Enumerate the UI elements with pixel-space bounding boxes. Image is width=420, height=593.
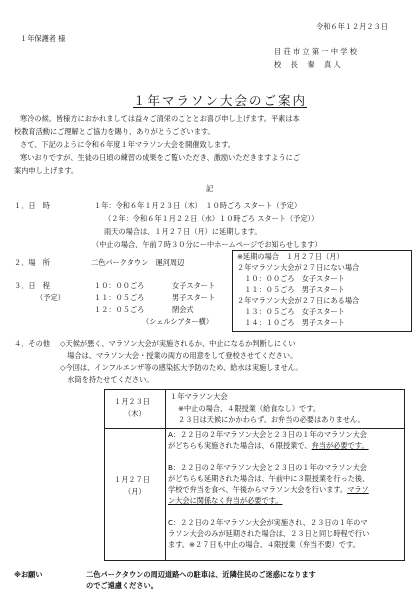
row1-day: （木）	[124, 409, 146, 418]
postpone-line-3: １０：００ごろ 女子スタート	[237, 274, 345, 283]
row1-line-1: ※中止の場合、４限授業（給食なし）です。	[178, 404, 321, 413]
row2-b-emphasis-2: ン大会に関係なく弁当が必要です。	[168, 496, 283, 505]
row1-date: １月２３日	[114, 397, 150, 406]
principal-name: 校 長 秦 真 人	[274, 60, 341, 69]
row2-c-line-2: ラソン大会のみが延期された場合は、２３日と同じ時程で行い	[168, 529, 370, 538]
item1-line-4: （中止の場合、午前７時３０分にー中ホームページでお知らせします）	[92, 240, 322, 249]
table-row2-content-cell	[164, 427, 405, 561]
ki-heading: 記	[206, 184, 214, 193]
table-row1-date-cell	[104, 389, 166, 429]
intro-line-5: 案内申し上げます。	[14, 166, 79, 175]
row2-b-line-2: がどちらも延期された場合は、午前中に３限授業を行った後、	[168, 474, 370, 483]
row2-a-line-1: A：２２日の２年マラソン大会と２３日の１年のマラソン大会	[168, 430, 367, 439]
item1-line-2: （２年：令和６年１月２２日（水）１０時ごろ スタート（予定））	[104, 214, 319, 223]
schedule-time-3: １２：０５ごろ	[94, 305, 145, 314]
request-label: ※お願い	[14, 570, 43, 579]
postpone-line-6: １３：０５ごろ 女子スタート	[237, 307, 345, 316]
row1-title: １年マラソン大会	[170, 392, 228, 401]
postpone-line-7: １４：１０ごろ 男子スタート	[237, 318, 345, 327]
intro-line-2: 校教育活動にご理解とご協力を賜り、ありがとうございます。	[14, 127, 215, 136]
item4-line-1: ◇天候が悪く、マラソン大会が実施されるか、中止になるか判断しにくい	[60, 339, 296, 348]
request-line-1: 二色パークタウンの周辺道路への駐車は、近隣住民のご迷惑になります	[86, 570, 316, 579]
table-row2-date-cell	[104, 427, 166, 561]
item4-label: ４．その他	[14, 339, 50, 348]
item3-label: ３．日 程	[14, 281, 50, 290]
intro-line-3: さて、下記のように令和６年度１年マラソン大会を開催致します。	[20, 140, 235, 149]
schedule-event-3: 閉会式	[172, 305, 194, 314]
item1-line-3: 雨天の場合は、１月２７日（月）に延期します。	[104, 227, 262, 236]
recipient: １年保護者 様	[20, 34, 66, 43]
postpone-line-2: ２年マラソン大会が２７日にない場合	[237, 263, 360, 272]
row2-a-emphasis: 弁当が必要です。	[311, 441, 369, 450]
row2-date: １月２７日	[114, 475, 150, 484]
row2-a-line-2: がどちらも実施された場合は、６限授業で、弁当が必要です。	[168, 441, 369, 450]
schedule-event-1: 女子スタート	[172, 281, 216, 290]
postpone-box	[232, 250, 412, 332]
item2-value: 二色パークタウン 運河周辺	[91, 258, 185, 267]
table-row1-content-cell	[164, 389, 405, 429]
row2-c-line-3: ます。※２７日も中止の場合、４限授業（弁当不要）です。	[168, 540, 360, 549]
item2-label: ２．場 所	[14, 258, 50, 267]
item4-line-3: ◇今回は、インフルエンザ等の感染拡大予防のため、給水は実施しません。	[60, 363, 303, 372]
row2-day: （月）	[124, 487, 146, 496]
postpone-line-1: ※延期の場合 １月２７日（月）	[237, 252, 344, 261]
row2-c-line-1: C：２２日の２年マラソン大会が実施され、２３日の１年のマ	[168, 518, 368, 527]
issue-date: 令和６年１２月２３日	[316, 22, 388, 31]
intro-line-4: 寒いおりですが、生徒の日頃の練習の成果をご覧いただき、激励いただきますようにご	[20, 153, 301, 162]
schedule-time-1: １０：００ごろ	[94, 281, 145, 290]
postpone-line-4: １１：０５ごろ 男子スタート	[237, 285, 345, 294]
row2-b-line-1: B：２２日の２年マラソン大会と２３日の１年のマラソン大会	[168, 463, 367, 472]
request-line-2: のでご遠慮ください。	[86, 581, 158, 590]
postpone-line-5: ２年マラソン大会が２７日にある場合	[237, 296, 360, 305]
schedule-time-2: １１：０５ごろ	[94, 293, 145, 302]
row1-line-2: ２３日は天候にかかわらず、お弁当の必要はありません。	[178, 415, 365, 424]
page-title: １年マラソン大会のご案内	[133, 93, 308, 108]
intro-line-1: 寒冷の候、皆様方におかれましては益々ご清栄のこととお喜び申し上げます。平素は本	[20, 114, 300, 123]
row2-b-emphasis-1: マラソ	[347, 485, 369, 494]
school-name: 目 荘 市 立 第 一 中 学 校	[274, 47, 357, 56]
item1-line-1: １年：令和６年１月２３日（木） １０時ごろ スタート（予定）	[94, 201, 302, 210]
item1-label: １．日 時	[14, 201, 50, 210]
item4-line-4: 水筒を持たせてください。	[60, 375, 154, 384]
schedule-venue: （シェルシアター横）	[142, 317, 214, 326]
row2-b-line-3: 学校で弁当を食べ、午後からマラソン大会を行います。マラソ	[168, 485, 369, 494]
item4-line-2: 場合は、マラソン大会・授業の両方の用意をして登校させてください。	[60, 351, 298, 360]
schedule-event-2: 男子スタート	[172, 293, 216, 302]
item3-sub: （予定）	[36, 293, 65, 302]
